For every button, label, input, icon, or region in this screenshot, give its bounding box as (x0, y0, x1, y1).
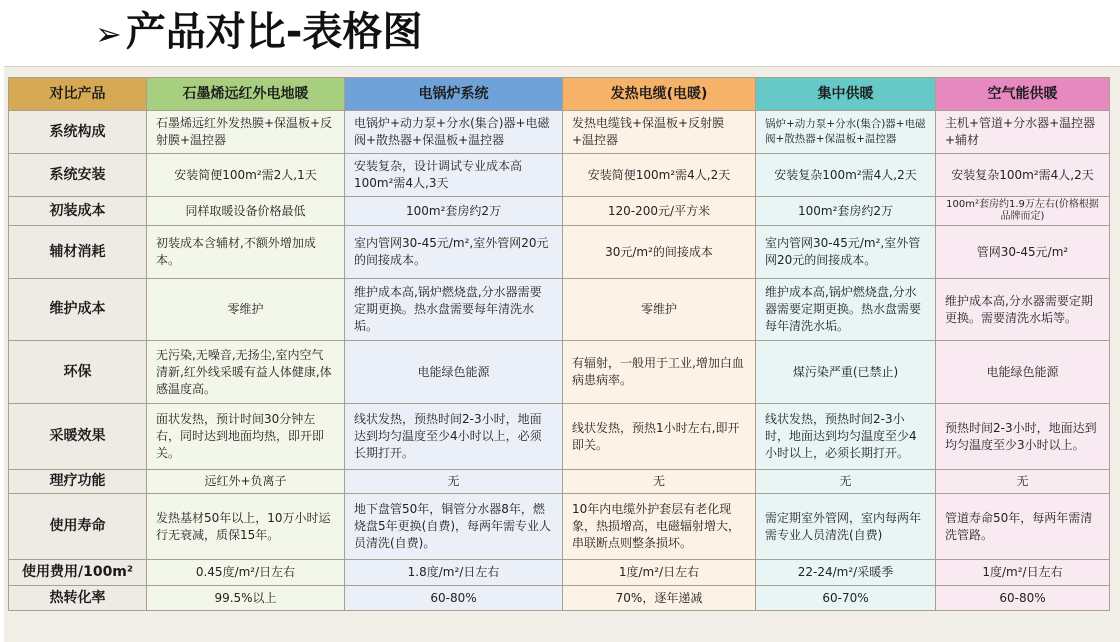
table-cell: 预热时间2-3小时，地面达到均匀温度至少3小时以上。 (936, 404, 1110, 470)
table-cell: 60-70% (756, 586, 936, 611)
table-cell: 电能绿色能源 (936, 341, 1110, 404)
table-cell: 无污染,无噪音,无扬尘,室内空气清新,红外线采暖有益人体健康,体感温度高。 (147, 341, 345, 404)
table-cell: 发热基材50年以上，10万小时运行无衰减，质保15年。 (147, 494, 345, 560)
table-cell: 无 (563, 470, 756, 494)
row-label: 维护成本 (9, 279, 147, 341)
table-cell: 锅炉+动力泵+分水(集合)器+电磁阀+散热器+保温板+温控器 (756, 111, 936, 154)
table-cell: 维护成本高,锅炉燃烧盘,分水器需要定期更换。热水盘需要每年清洗水垢。 (756, 279, 936, 341)
table-cell: 维护成本高,分水器需要定期更换。需要清洗水垢等。 (936, 279, 1110, 341)
table-cell: 零维护 (147, 279, 345, 341)
table-cell: 1.8度/m²/日左右 (345, 560, 563, 586)
row-label: 初装成本 (9, 197, 147, 226)
table-cell: 70%，逐年递减 (563, 586, 756, 611)
table-header-row (9, 78, 1110, 111)
arrow-bullet-icon: ➢ (95, 15, 122, 53)
table-row (9, 279, 1110, 341)
table-cell: 初装成本含辅材,不额外增加成本。 (147, 226, 345, 279)
table-cell: 同样取暖设备价格最低 (147, 197, 345, 226)
table-cell: 22-24/m²/采暖季 (756, 560, 936, 586)
table-cell: 远红外+负离子 (147, 470, 345, 494)
table-cell: 安装复杂100m²需4人,2天 (756, 154, 936, 197)
table-cell: 无 (936, 470, 1110, 494)
header-cell: 发热电缆(电暖) (563, 78, 756, 111)
table-cell: 安装复杂100m²需4人,2天 (936, 154, 1110, 197)
table-cell: 60-80% (345, 586, 563, 611)
table-cell: 室内管网30-45元/m²,室外管网20元的间接成本。 (345, 226, 563, 279)
table-cell: 安装简便100m²需2人,1天 (147, 154, 345, 197)
table-row (9, 560, 1110, 586)
table-row (9, 111, 1110, 154)
table-cell: 60-80% (936, 586, 1110, 611)
table-cell: 线状发热，预热时间2-3小时，地面达到均匀温度至少4小时以上，必须长期打开。 (345, 404, 563, 470)
table-cell: 120-200元/平方米 (563, 197, 756, 226)
table-row (9, 586, 1110, 611)
table-row (9, 341, 1110, 404)
table-cell: 1度/m²/日左右 (936, 560, 1110, 586)
table-cell: 10年内电缆外护套层有老化现象，热损增高，电磁辐射增大，串联断点则整条损坏。 (563, 494, 756, 560)
table-cell: 无 (345, 470, 563, 494)
header-cell: 石墨烯远红外电地暖 (147, 78, 345, 111)
table-cell: 100m²套房约2万 (756, 197, 936, 226)
row-label: 系统构成 (9, 111, 147, 154)
table-cell: 无 (756, 470, 936, 494)
table-row (9, 154, 1110, 197)
row-label: 环保 (9, 341, 147, 404)
table-row (9, 197, 1110, 226)
table-cell: 发热电缆钱+保温板+反射膜+温控器 (563, 111, 756, 154)
table-cell: 管网30-45元/m² (936, 226, 1110, 279)
table-row (9, 470, 1110, 494)
table-cell: 零维护 (563, 279, 756, 341)
table-cell: 30元/m²的间接成本 (563, 226, 756, 279)
table-cell: 室内管网30-45元/m²,室外管网20元的间接成本。 (756, 226, 936, 279)
header-cell: 电锅炉系统 (345, 78, 563, 111)
table-cell: 维护成本高,锅炉燃烧盘,分水器需要定期更换。热水盘需要每年清洗水垢。 (345, 279, 563, 341)
table-cell: 100m²套房约1.9万左右(价格根据品牌而定) (936, 197, 1110, 226)
table-cell: 安装复杂，设计调试专业成本高100m²需4人,3天 (345, 154, 563, 197)
row-label: 使用寿命 (9, 494, 147, 560)
header-cell: 空气能供暖 (936, 78, 1110, 111)
table-cell: 线状发热，预热时间2-3小时，地面达到均匀温度至少4小时以上，必须长期打开。 (756, 404, 936, 470)
table-cell: 主机+管道+分水器+温控器+辅材 (936, 111, 1110, 154)
table-cell: 99.5%以上 (147, 586, 345, 611)
table-cell: 电能绿色能源 (345, 341, 563, 404)
table-cell: 有辐射，一般用于工业,增加白血病患病率。 (563, 341, 756, 404)
table-cell: 100m²套房约2万 (345, 197, 563, 226)
table-cell: 管道寿命50年，每两年需清洗管路。 (936, 494, 1110, 560)
row-label: 使用费用/100m² (9, 560, 147, 586)
page-title (95, 4, 422, 62)
table-row (9, 226, 1110, 279)
row-label: 热转化率 (9, 586, 147, 611)
header-cell: 对比产品 (9, 78, 147, 111)
table-cell: 线状发热，预热1小时左右,即开即关。 (563, 404, 756, 470)
table-row (9, 494, 1110, 560)
table-cell: 石墨烯远红外发热膜+保温板+反射膜+温控器 (147, 111, 345, 154)
comparison-table (8, 77, 1110, 611)
table-cell: 面状发热，预计时间30分钟左右，同时达到地面均热，即开即关。 (147, 404, 345, 470)
table-cell: 需定期室外管网，室内每两年需专业人员清洗(自费) (756, 494, 936, 560)
table-cell: 煤污染严重(已禁止) (756, 341, 936, 404)
table-row (9, 404, 1110, 470)
table-cell: 电锅炉+动力泵+分水(集合)器+电磁阀+散热器+保温板+温控器 (345, 111, 563, 154)
table-cell: 1度/m²/日左右 (563, 560, 756, 586)
row-label: 系统安装 (9, 154, 147, 197)
table-cell: 安装简便100m²需4人,2天 (563, 154, 756, 197)
table-cell: 0.45度/m²/日左右 (147, 560, 345, 586)
row-label: 辅材消耗 (9, 226, 147, 279)
header-cell: 集中供暖 (756, 78, 936, 111)
row-label: 理疗功能 (9, 470, 147, 494)
table-cell: 地下盘管50年，铜管分水器8年，燃烧盘5年更换(自费)，每两年需专业人员清洗(自费)。 (345, 494, 563, 560)
page-title-text: 产品对比-表格图 (125, 9, 423, 55)
row-label: 采暖效果 (9, 404, 147, 470)
